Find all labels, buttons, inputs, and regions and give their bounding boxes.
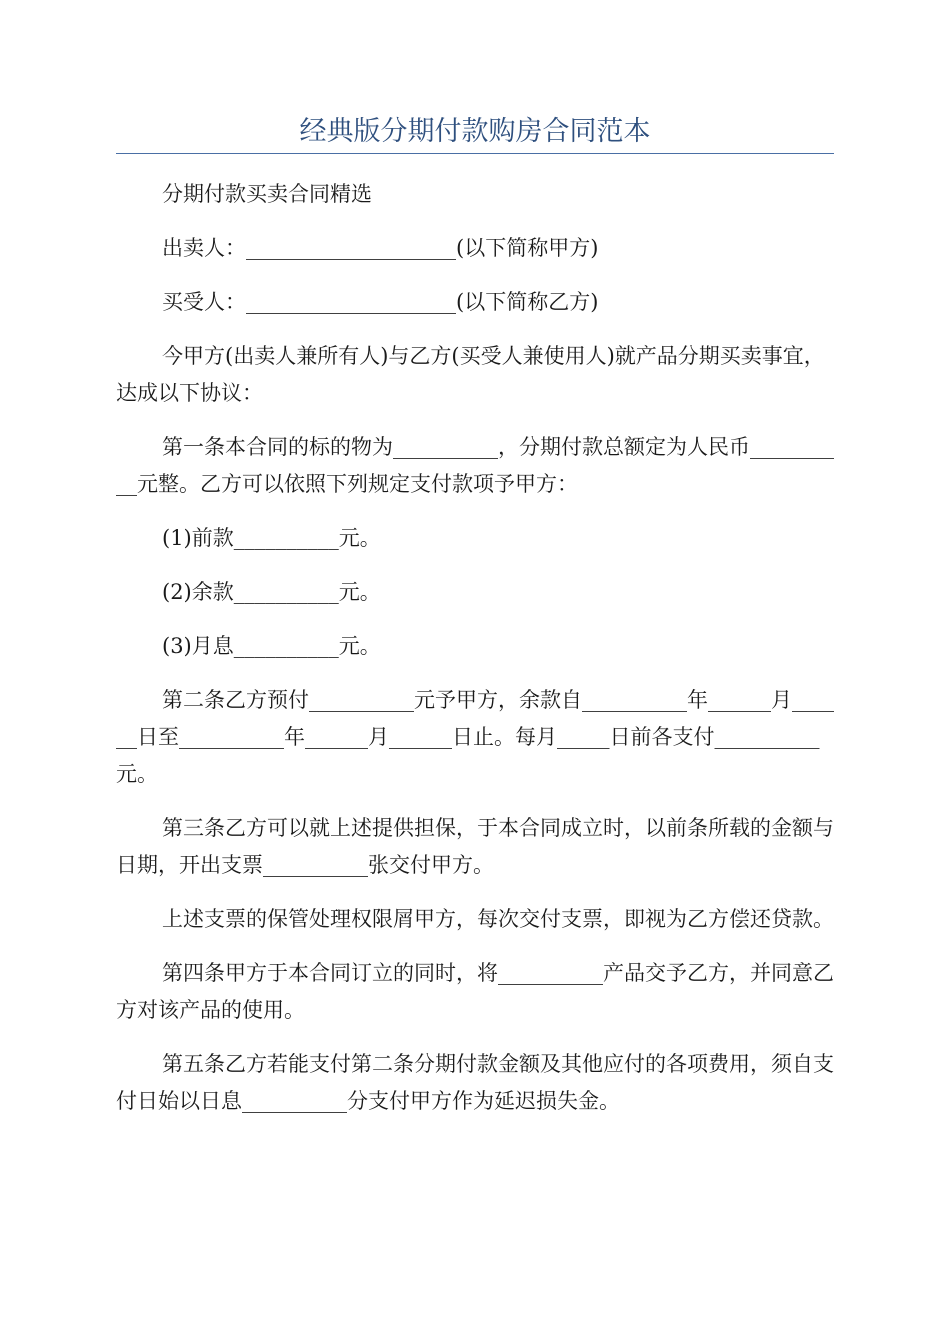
paragraph-item-3: (3)月息__________元。: [162, 634, 381, 658]
paragraph-buyer: 买受人：____________________(以下简称乙方): [162, 290, 599, 314]
paragraph-preamble: 今甲方(出卖人兼所有人)与乙方(买受人兼使用人)就产品分期买卖事宜，达成以下协议：: [116, 344, 825, 405]
paragraph-cheque-note: 上述支票的保管处理权限屑甲方，每次交付支票，即视为乙方偿还贷款。: [162, 907, 834, 931]
paragraph-item-1: (1)前款__________元。: [162, 526, 381, 550]
paragraph-seller: 出卖人：____________________(以下简称甲方): [162, 236, 599, 260]
paragraph-item-2: (2)余款__________元。: [162, 580, 381, 604]
paragraph-article-1: 第一条本合同的标的物为__________，分期付款总额定为人民币__________元整。乙方可以依照下列规定支付款项予甲方：: [116, 435, 834, 496]
paragraph-article-3: 第三条乙方可以就上述提供担保，于本合同成立时，以前条所载的金额与日期，开出支票__________张交付甲方。: [116, 816, 834, 877]
paragraph-subtitle: 分期付款买卖合同精选: [162, 182, 372, 206]
document-title: 经典版分期付款购房合同范本: [299, 116, 651, 147]
document-body: [116, 176, 834, 1137]
paragraph-article-5: 第五条乙方若能支付第二条分期付款金额及其他应付的各项费用，须自支付日始以日息__________分支付甲方作为延迟损失金。: [116, 1052, 834, 1113]
title-underline: [116, 153, 834, 154]
paragraph-article-2: 第二条乙方预付__________元予甲方，余款自__________年______月______日至__________年______月______日止。每月_____日前各支付__________元。: [116, 688, 834, 786]
paragraph-article-4: 第四条甲方于本合同订立的同时，将__________产品交予乙方，并同意乙方对该产品的使用。: [116, 961, 834, 1022]
